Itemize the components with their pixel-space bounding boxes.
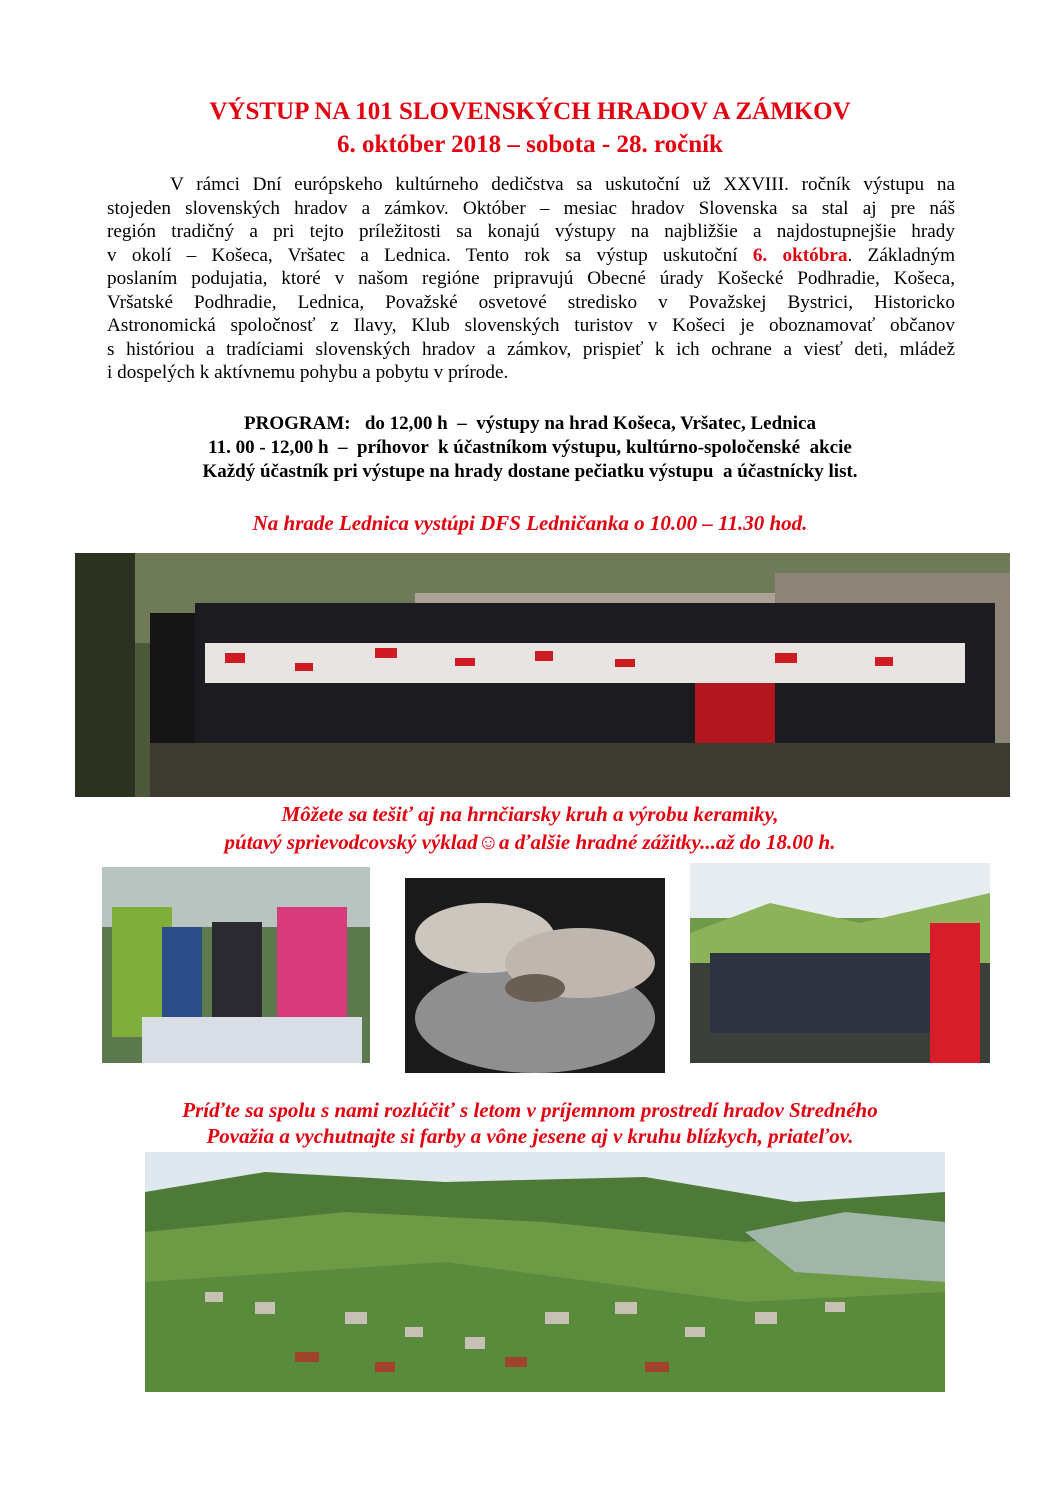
intro-line: i dospelých k aktívnemu pohybu a pobytu v prírode. <box>107 362 509 383</box>
pottery-announcement-line-2: pútavý sprievodcovský výklad☺a ďalšie hradné zážitky...až do 18.00 h. <box>224 830 836 854</box>
intro-paragraph <box>107 173 955 385</box>
program-line-1: PROGRAM: do 12,00 h – výstupy na hrad Košeca, Vršatec, Lednica <box>244 413 816 434</box>
lednica-announcement: Na hrade Lednica vystúpi DFS Ledničanka o 10.00 – 11.30 hod. <box>252 511 808 535</box>
farewell-announcement-line-2: Považia a vychutnajte si farby a vône jesene aj v kruhu blízkych, priateľov. <box>206 1124 854 1148</box>
title-line-1: VÝSTUP NA 101 SLOVENSKÝCH HRADOV A ZÁMKOV <box>209 98 851 125</box>
pottery-wheel-photo <box>405 878 665 1073</box>
intro-line: stojeden slovenských hradov a zámkov. Október – mesiac hradov Slovenska sa stal aj pre náš <box>107 197 955 219</box>
village-panorama-photo <box>145 1152 945 1392</box>
intro-line: región tradičný a pri tejto príležitosti sa konajú výstupy na najbližšie a najdostupnejšie hrady <box>107 221 955 242</box>
intro-line: s históriou a tradíciami slovenských hradov a zámkov, prispieť k ich ochrane a viesť deti, mládež <box>107 338 955 360</box>
intro-line: V rámci Dní európskeho kultúrneho dedičstva sa uskutoční už XXVIII. ročník výstupu na <box>170 174 955 195</box>
folk-ensemble-photo <box>75 553 1010 797</box>
intro-line: v okolí – Košeca, Vršatec a Lednica. Tento rok sa výstup uskutoční 6. októbra. Základným <box>107 244 955 266</box>
program-line-2: 11. 00 - 12,00 h – príhovor k účastníkom výstupu, kultúrno-spoločenské akcie <box>208 437 852 458</box>
pottery-announcement-line-1: Môžete sa tešiť aj na hrnčiarsky kruh a výrobu keramiky, <box>281 802 779 826</box>
visitors-photo <box>102 867 370 1063</box>
program-line-3: Každý účastník pri výstupe na hrady dostane pečiatku výstupu a účastnícky list. <box>202 461 858 482</box>
farewell-announcement-line-1: Príďte sa spolu s nami rozlúčiť s letom v príjemnom prostredí hradov Stredného <box>182 1098 878 1122</box>
intro-line: Vršatské Podhradie, Lednica, Považské osvetové stredisko v Považskej Bystrici, Historicko <box>107 291 955 313</box>
hikers-group-photo <box>690 863 990 1063</box>
intro-line: Astronomická spoločnosť z Ilavy, Klub slovenských turistov v Košeci je oboznamovať občanov <box>107 315 955 336</box>
title-line-2: 6. október 2018 – sobota - 28. ročník <box>337 131 723 158</box>
intro-line: poslaním podujatia, ktoré v našom regióne pripravujú Obecné úrady Košecké Podhradie, Košeca, <box>107 268 955 289</box>
event-date: 6. októbra <box>752 244 848 266</box>
